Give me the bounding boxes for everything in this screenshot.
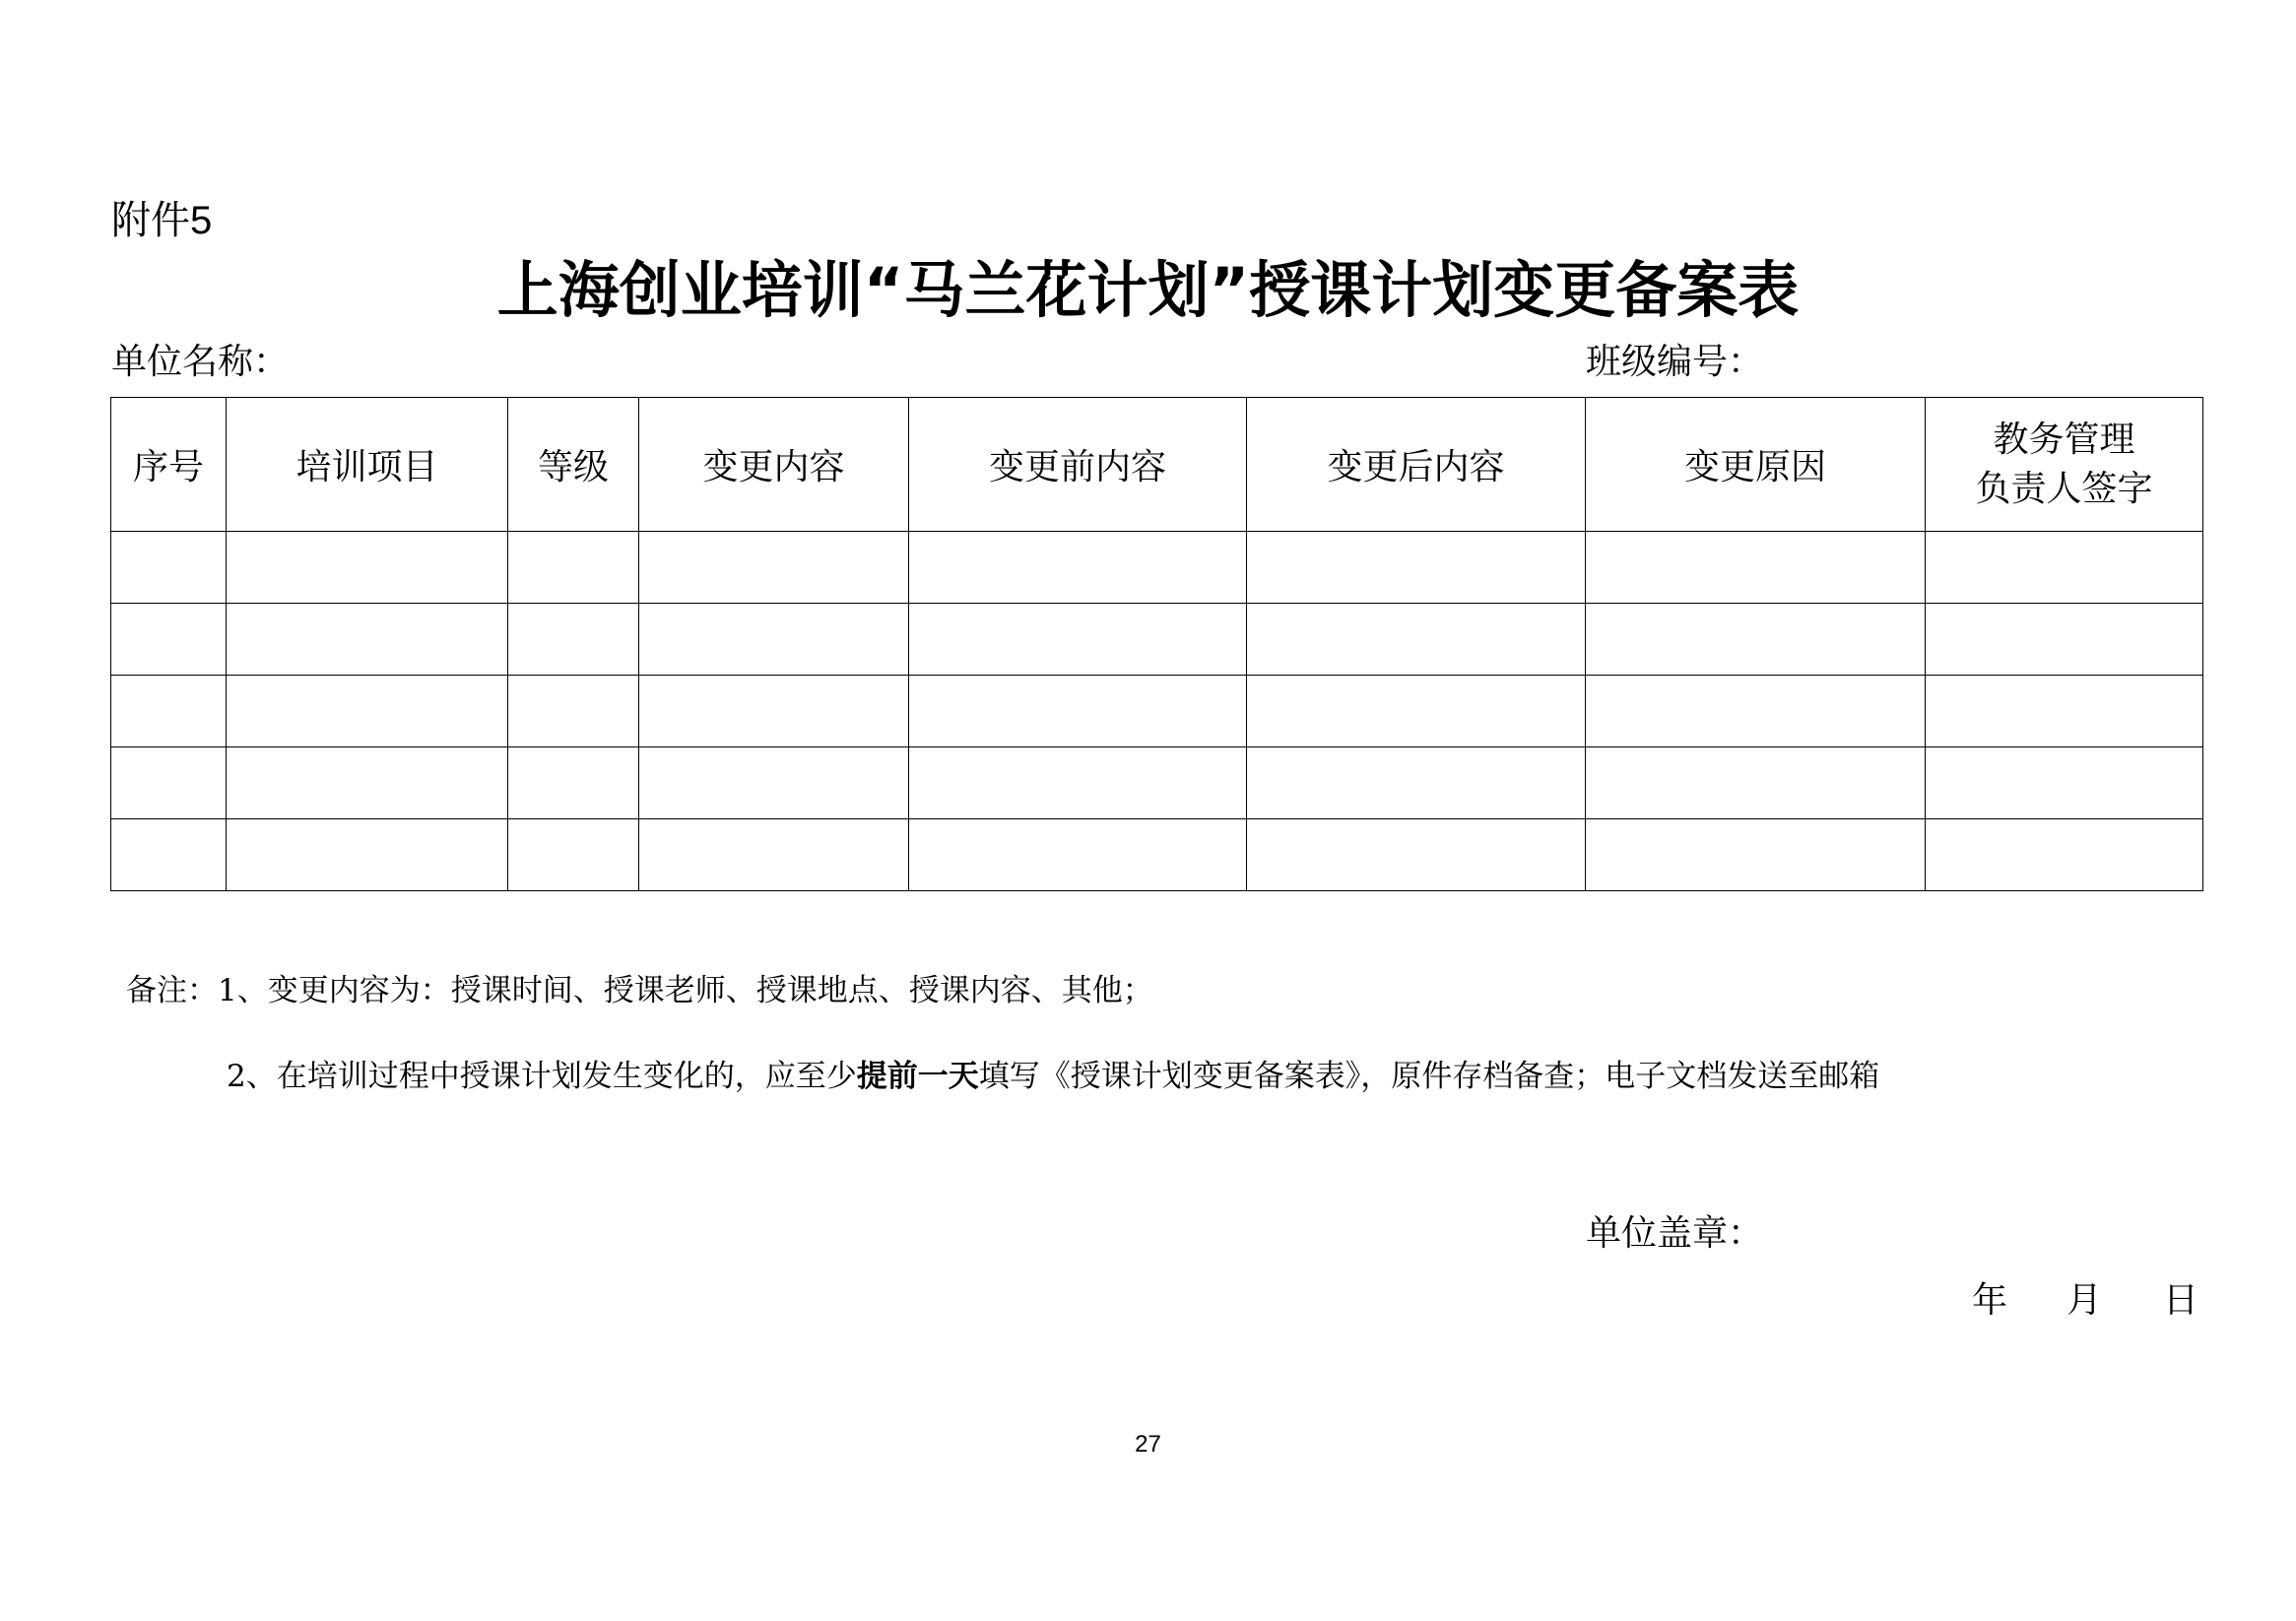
header-change-content: 变更内容 [639, 398, 909, 532]
table-cell[interactable] [111, 676, 227, 747]
header-content-before-change: 变更前内容 [909, 398, 1247, 532]
table-cell[interactable] [1247, 747, 1586, 819]
note-line-2-emphasis: 提前一天 [856, 1059, 979, 1094]
table-cell[interactable] [227, 747, 508, 819]
table-cell[interactable] [639, 676, 909, 747]
page-number: 27 [1135, 1431, 1161, 1458]
attachment-label: 附件5 [111, 199, 213, 242]
header-training-project: 培训项目 [227, 398, 508, 532]
table-cell[interactable] [508, 747, 639, 819]
document-title: 上海创业培训“马兰花计划”授课计划变更备案表 [496, 254, 1800, 326]
header-serial-number: 序号 [111, 398, 227, 532]
date-month-label: 月 [2066, 1280, 2103, 1321]
table-cell[interactable] [1586, 604, 1926, 676]
table-row [111, 819, 2203, 891]
table-cell[interactable] [227, 532, 508, 604]
table-cell[interactable] [639, 532, 909, 604]
table-cell[interactable] [111, 604, 227, 676]
table-cell[interactable] [909, 676, 1247, 747]
table-cell[interactable] [1926, 747, 2203, 819]
table-cell[interactable] [1247, 532, 1586, 604]
table-row [111, 604, 2203, 676]
note-line-1: 备注：1、变更内容为：授课时间、授课老师、授课地点、授课内容、其他； [126, 973, 1153, 1008]
header-content-after-change: 变更后内容 [1247, 398, 1586, 532]
table-cell[interactable] [508, 819, 639, 891]
note-line-2-end: 填写《授课计划变更备案表》，原件存档备查；电子文档发送至邮箱 [978, 1059, 1880, 1094]
header-academic-manager-signature [1926, 398, 2203, 532]
unit-seal-label: 单位盖章： [1586, 1213, 1764, 1254]
table-cell[interactable] [1586, 676, 1926, 747]
change-record-table [110, 397, 2203, 891]
table-cell[interactable] [1247, 819, 1586, 891]
table-cell[interactable] [909, 819, 1247, 891]
table-cell[interactable] [227, 676, 508, 747]
table-cell[interactable] [508, 676, 639, 747]
table-cell[interactable] [1586, 532, 1926, 604]
date-year-label: 年 [1972, 1280, 2008, 1321]
table-cell[interactable] [1926, 819, 2203, 891]
table-cell[interactable] [111, 747, 227, 819]
header-signature-line-1: 教务管理 [1993, 419, 2135, 460]
table-row [111, 676, 2203, 747]
table-cell[interactable] [508, 604, 639, 676]
unit-name-label: 单位名称： [111, 342, 290, 382]
table-cell[interactable] [1926, 676, 2203, 747]
class-number-label: 班级编号： [1586, 342, 1764, 382]
table-cell[interactable] [1926, 532, 2203, 604]
table-cell[interactable] [909, 604, 1247, 676]
note-line-2-start: 2、在培训过程中授课计划发生变化的，应至少 [227, 1059, 857, 1094]
table-cell[interactable] [909, 532, 1247, 604]
header-level: 等级 [508, 398, 639, 532]
table-cell[interactable] [909, 747, 1247, 819]
table-cell[interactable] [639, 604, 909, 676]
table-cell[interactable] [639, 747, 909, 819]
date-day-label: 日 [2163, 1280, 2199, 1321]
header-change-reason: 变更原因 [1586, 398, 1926, 532]
table-cell[interactable] [227, 819, 508, 891]
table-row [111, 747, 2203, 819]
table-cell[interactable] [639, 819, 909, 891]
table-cell[interactable] [1247, 604, 1586, 676]
table-row [111, 532, 2203, 604]
table-cell[interactable] [111, 532, 227, 604]
table-cell[interactable] [1586, 819, 1926, 891]
table-cell[interactable] [1586, 747, 1926, 819]
table-cell[interactable] [1247, 676, 1586, 747]
note-line-2 [227, 1057, 1879, 1096]
table-header-row [111, 398, 2203, 532]
header-signature-line-2: 负责人签字 [1975, 468, 2153, 509]
table-cell[interactable] [508, 532, 639, 604]
table-cell[interactable] [227, 604, 508, 676]
table-cell[interactable] [1926, 604, 2203, 676]
table-cell[interactable] [111, 819, 227, 891]
